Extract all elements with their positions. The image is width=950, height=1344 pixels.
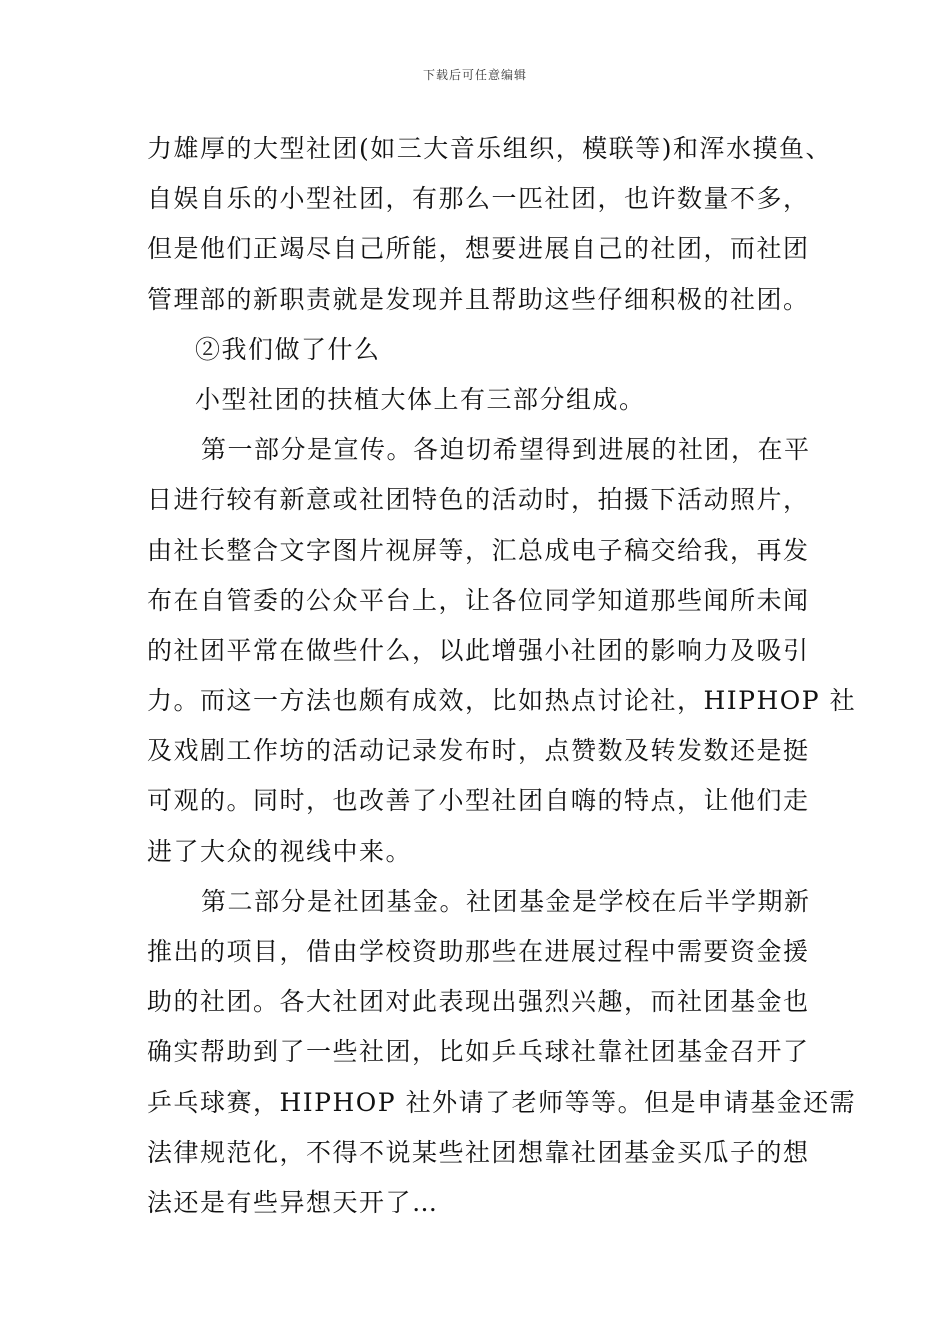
paragraph-line: 确实帮助到了一些社团，比如乒乓球社靠社团基金召开了 [147,1037,810,1067]
paragraph-line: 第二部分是社团基金。社团基金是学校在后半学期新 [201,886,811,916]
page-header: 下载后可任意编辑 [422,68,527,82]
paragraph-line: 推出的项目，借由学校资助那些在进展过程中需要资金援 [147,937,810,966]
paragraph-line: 但是他们正竭尽自己所能，想要进展自己的社团，而社团 [147,234,810,264]
paragraph-line: 日进行较有新意或社团特色的活动时，拍摄下活动照片， [147,485,810,515]
paragraph-line: 自娱自乐的小型社团，有那么一匹社团，也许数量不多， [147,184,810,214]
paragraph-line: 小型社团的扶植大体上有三部分组成。 [195,384,646,414]
paragraph-line: 进了大众的视线中来。 [147,836,413,866]
paragraph-line: 的社团平常在做些什么，以此增强小社团的影响力及吸引 [147,635,810,665]
paragraph-line: 法还是有些异想天开了… [147,1187,439,1217]
paragraph-line: 由社长整合文字图片视屏等，汇总成电子稿交给我，再发 [147,535,810,565]
paragraph-line: 第一部分是宣传。各迫切希望得到进展的社团，在平 [201,435,811,465]
paragraph-line: 及戏剧工作坊的活动记录发布时，点赞数及转发数还是挺 [147,736,810,766]
document-body [147,124,857,1228]
paragraph-line: 力雄厚的大型社团(如三大音乐组织，模联等)和浑水摸鱼、 [147,134,833,163]
paragraph-line: 法律规范化，不得不说某些社团想靠社团基金买瓜子的想 [147,1137,810,1167]
paragraph-line: 管理部的新职责就是发现并且帮助这些仔细积极的社团。 [147,284,810,314]
paragraph-line: 力。而这一方法也颇有成效，比如热点讨论社，HIPHOP 社 [147,686,857,716]
paragraph-line: 布在自管委的公众平台上，让各位同学知道那些闻所未闻 [147,585,810,615]
paragraph-line: 乒乓球赛，HIPHOP 社外请了老师等等。但是申请基金还需 [147,1087,857,1117]
paragraph-line: 可观的。同时，也改善了小型社团自嗨的特点，让他们走 [147,786,810,816]
paragraph-line: 助的社团。各大社团对此表现出强烈兴趣，而社团基金也 [147,987,810,1017]
section-heading: ②我们做了什么 [195,334,381,364]
